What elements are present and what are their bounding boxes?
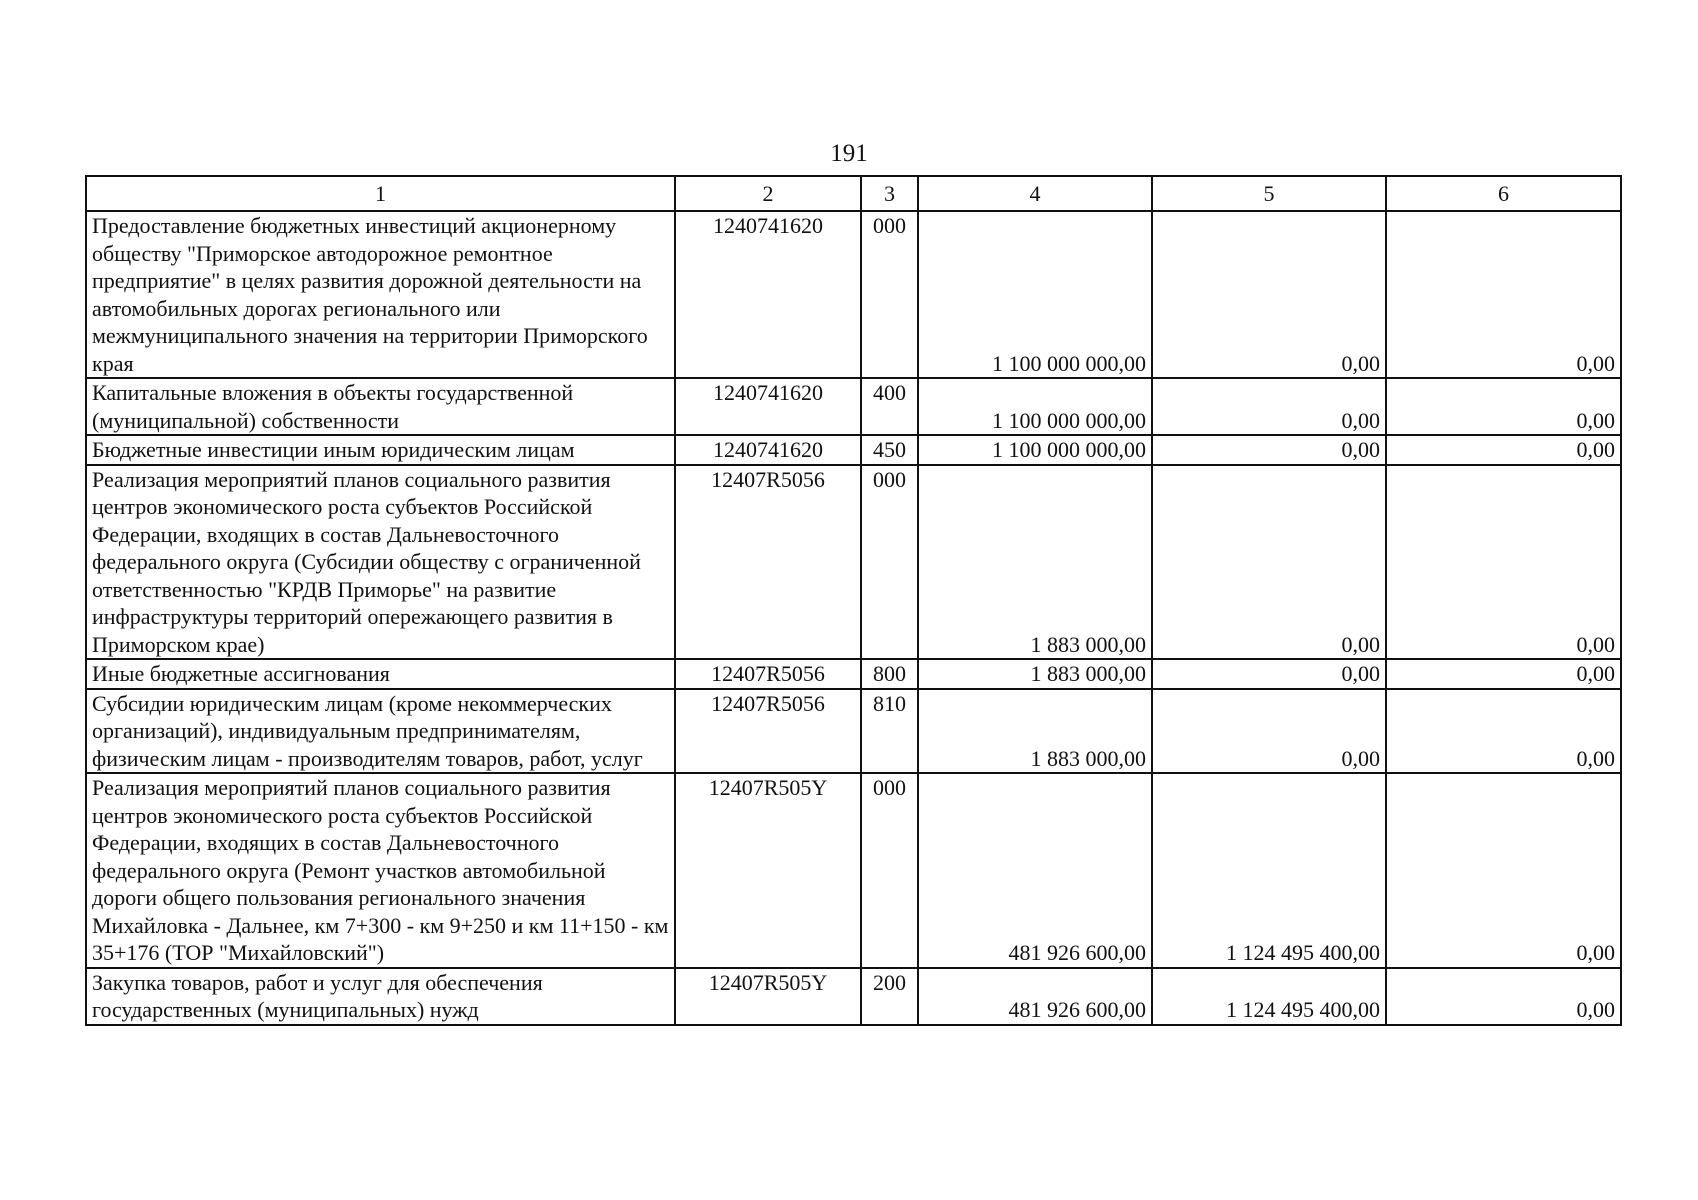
row-value-col5: 1 124 495 400,00 bbox=[1152, 773, 1386, 968]
row-code: 12407R505Y bbox=[675, 773, 861, 968]
table-row bbox=[86, 435, 1621, 465]
budget-table bbox=[85, 175, 1622, 1026]
row-name: Бюджетные инвестиции иным юридическим лицам bbox=[86, 435, 675, 465]
row-type: 200 bbox=[861, 968, 918, 1025]
row-code: 12407R5056 bbox=[675, 689, 861, 774]
row-code: 12407R505Y bbox=[675, 968, 861, 1025]
table-row bbox=[86, 968, 1621, 1025]
row-value-col5: 0,00 bbox=[1152, 378, 1386, 435]
row-name: Капитальные вложения в объекты государственной (муниципальной) собственности bbox=[86, 378, 675, 435]
table-header-row bbox=[86, 176, 1621, 211]
row-name: Субсидии юридическим лицам (кроме некоммерческих организаций), индивидуальным предпринимателям, физическим лицам - производителям товаров, работ, услуг bbox=[86, 689, 675, 774]
row-value-col4: 481 926 600,00 bbox=[918, 968, 1152, 1025]
row-type: 800 bbox=[861, 659, 918, 689]
row-value-col6: 0,00 bbox=[1386, 689, 1621, 774]
row-type: 000 bbox=[861, 211, 918, 378]
row-code: 12407R5056 bbox=[675, 659, 861, 689]
column-header: 6 bbox=[1386, 176, 1621, 211]
row-value-col6: 0,00 bbox=[1386, 378, 1621, 435]
row-name: Иные бюджетные ассигнования bbox=[86, 659, 675, 689]
table-row bbox=[86, 465, 1621, 660]
row-name: Реализация мероприятий планов социального развития центров экономического роста субъектов Российской Федерации, входящих в состав Дальневосточного федерального округа (Ремонт участков автомобильной дороги общего пользования регионального значения Михайловка - Дальнее, км 7+300 - км 9+250 и км 11+150 - км 35+176 (ТОР "Михайловский") bbox=[86, 773, 675, 968]
row-value-col5: 0,00 bbox=[1152, 435, 1386, 465]
table-row bbox=[86, 773, 1621, 968]
row-code: 12407R5056 bbox=[675, 465, 861, 660]
row-code: 1240741620 bbox=[675, 378, 861, 435]
column-header: 5 bbox=[1152, 176, 1386, 211]
row-value-col5: 0,00 bbox=[1152, 659, 1386, 689]
row-value-col5: 0,00 bbox=[1152, 211, 1386, 378]
row-value-col4: 1 100 000 000,00 bbox=[918, 378, 1152, 435]
row-value-col6: 0,00 bbox=[1386, 773, 1621, 968]
table-row bbox=[86, 659, 1621, 689]
column-header: 4 bbox=[918, 176, 1152, 211]
row-value-col4: 481 926 600,00 bbox=[918, 773, 1152, 968]
row-value-col6: 0,00 bbox=[1386, 968, 1621, 1025]
row-name: Закупка товаров, работ и услуг для обеспечения государственных (муниципальных) нужд bbox=[86, 968, 675, 1025]
row-value-col4: 1 883 000,00 bbox=[918, 465, 1152, 660]
row-value-col6: 0,00 bbox=[1386, 211, 1621, 378]
row-type: 450 bbox=[861, 435, 918, 465]
table-row bbox=[86, 378, 1621, 435]
table-row bbox=[86, 689, 1621, 774]
row-value-col5: 0,00 bbox=[1152, 689, 1386, 774]
row-value-col4: 1 883 000,00 bbox=[918, 659, 1152, 689]
row-value-col5: 0,00 bbox=[1152, 465, 1386, 660]
row-code: 1240741620 bbox=[675, 211, 861, 378]
row-value-col4: 1 100 000 000,00 bbox=[918, 211, 1152, 378]
row-value-col6: 0,00 bbox=[1386, 659, 1621, 689]
row-type: 810 bbox=[861, 689, 918, 774]
column-header: 3 bbox=[861, 176, 918, 211]
table-row bbox=[86, 211, 1621, 378]
column-header: 1 bbox=[86, 176, 675, 211]
row-name: Реализация мероприятий планов социального развития центров экономического роста субъектов Российской Федерации, входящих в состав Дальневосточного федерального округа (Субсидии обществу с ограниченной ответственностью "КРДВ Приморье" на развитие инфраструктуры территорий опережающего развития в Приморском крае) bbox=[86, 465, 675, 660]
page-number: 191 bbox=[830, 140, 868, 167]
row-type: 000 bbox=[861, 773, 918, 968]
row-value-col4: 1 100 000 000,00 bbox=[918, 435, 1152, 465]
row-value-col6: 0,00 bbox=[1386, 465, 1621, 660]
row-name: Предоставление бюджетных инвестиций акционерному обществу "Приморское автодорожное ремонтное предприятие" в целях развития дорожной деятельности на автомобильных дорогах регионального или межмуниципального значения на территории Приморского края bbox=[86, 211, 675, 378]
row-type: 400 bbox=[861, 378, 918, 435]
row-value-col5: 1 124 495 400,00 bbox=[1152, 968, 1386, 1025]
row-type: 000 bbox=[861, 465, 918, 660]
row-value-col6: 0,00 bbox=[1386, 435, 1621, 465]
row-value-col4: 1 883 000,00 bbox=[918, 689, 1152, 774]
row-code: 1240741620 bbox=[675, 435, 861, 465]
column-header: 2 bbox=[675, 176, 861, 211]
